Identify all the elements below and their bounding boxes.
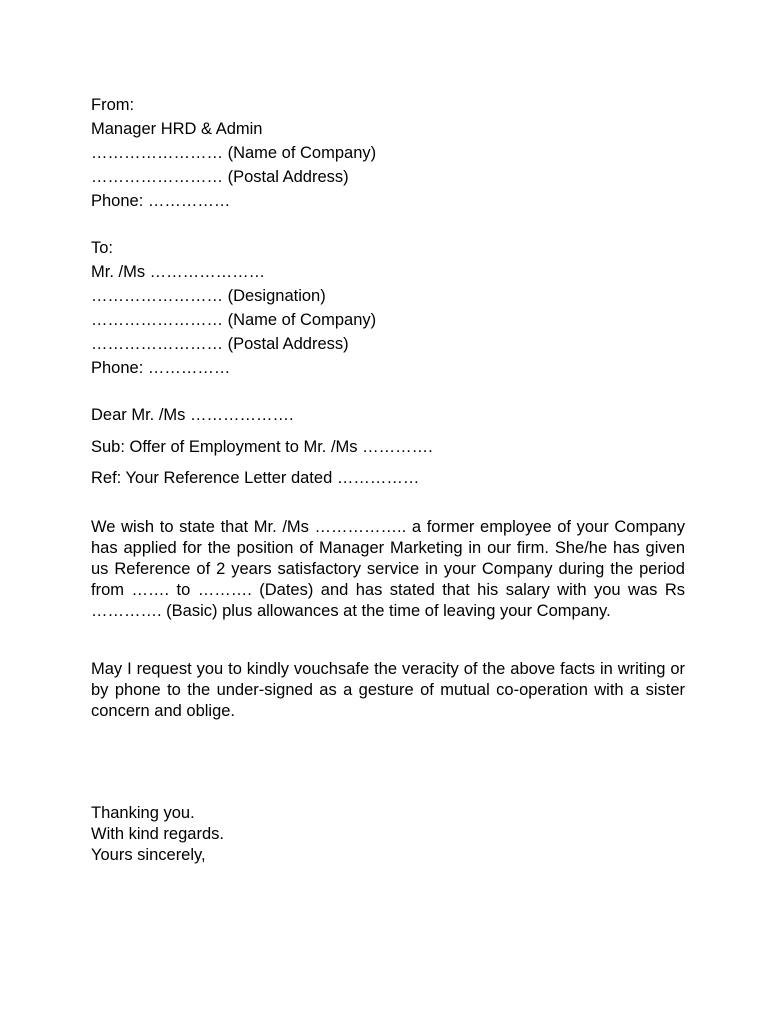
body-paragraph-2: May I request you to kindly vouchsafe the veracity of the above facts in writing or by phone to the under-signed as a gesture of mutual co-operation with a sister concern and oblige.: [91, 660, 685, 720]
sender-block: [91, 93, 685, 213]
salutation: Dear Mr. /Ms ……………….: [91, 406, 294, 424]
from-heading: From:: [91, 96, 135, 114]
closing-block: [91, 803, 685, 866]
recipient-designation: …………………… (Designation): [91, 287, 326, 305]
recipient-block: [91, 236, 685, 380]
subject-line: Sub: Offer of Employment to Mr. /Ms ………….: [91, 438, 433, 456]
sender-title: Manager HRD & Admin: [91, 120, 263, 138]
closing-thanks: Thanking you.: [91, 804, 195, 822]
closing-sincerely: Yours sincerely,: [91, 846, 206, 864]
sender-company: …………………… (Name of Company): [91, 144, 377, 162]
sender-phone: Phone: ……………: [91, 192, 231, 210]
recipient-address: …………………… (Postal Address): [91, 335, 349, 353]
recipient-phone: Phone: ……………: [91, 359, 231, 377]
closing-regards: With kind regards.: [91, 825, 224, 843]
to-heading: To:: [91, 239, 114, 257]
sender-address: …………………… (Postal Address): [91, 168, 349, 186]
body-paragraph-1: We wish to state that Mr. /Ms …………….. a former employee of your Company has applied for the position of Manager Marketing in our firm. She/he has given us Reference of 2 years satisfactory service in your Company during the period from ……. to ………. (Dates) and has stated that his salary with you was Rs …………. (Basic) plus allowances at the time of leaving your Company.: [91, 518, 685, 620]
reference-line: Ref: Your Reference Letter dated ……………: [91, 469, 420, 487]
recipient-name: Mr. /Ms …………………: [91, 263, 266, 281]
recipient-company: …………………… (Name of Company): [91, 311, 377, 329]
